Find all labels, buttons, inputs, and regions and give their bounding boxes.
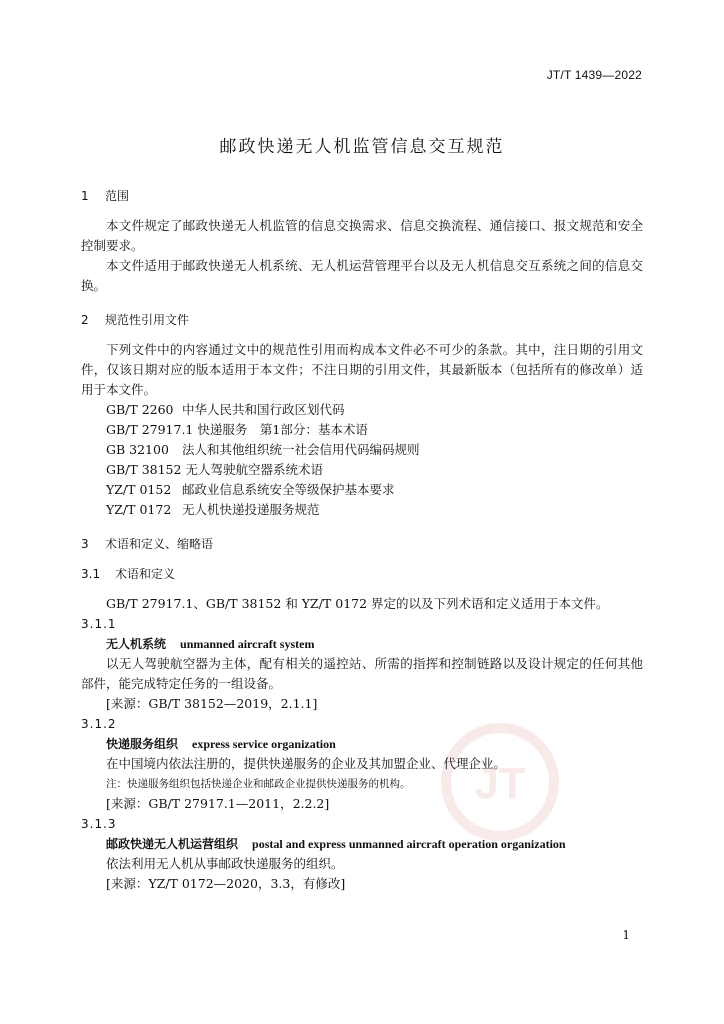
- term-source: [来源：YZ/T 0172—2020，3.3，有修改]: [106, 876, 346, 891]
- subsection-title: 术语和定义: [115, 567, 176, 581]
- reference-item: [81, 420, 643, 440]
- reference-title: 无人驾驶航空器系统术语: [185, 462, 323, 477]
- reference-code: GB/T 38152: [106, 462, 182, 477]
- svg-text:JT: JT: [474, 759, 526, 808]
- term-name: [81, 734, 643, 754]
- term-definition: 依法利用无人机从事邮政快递服务的组织。: [106, 856, 344, 871]
- reference-item: [81, 440, 643, 460]
- reference-title: 法人和其他组织统一社会信用代码编码规则: [181, 442, 420, 457]
- normative-paragraph: 下列文件中的内容通过文中的规范性引用而构成本文件必不可少的条款。其中，注日期的引用文件，仅该日期对应的版本适用于本文件；不注日期的引用文件，其最新版本（包括所有的修改单）适用于本文件。: [81, 342, 643, 397]
- term-number: 3.1.2: [81, 717, 117, 731]
- term-name-cn: 快递服务组织: [106, 737, 179, 751]
- subsection-heading: [81, 564, 643, 584]
- reference-code: YZ/T 0172: [106, 502, 172, 517]
- scope-paragraph-2: 本文件适用于邮政快递无人机系统、无人机运营管理平台以及无人机信息交互系统之间的信息交换。: [81, 258, 643, 293]
- scope-paragraph-1: 本文件规定了邮政快递无人机监管的信息交换需求、信息交换流程、通信接口、报文规范和安全控制要求。: [81, 218, 643, 253]
- reference-item: [81, 500, 643, 520]
- subsection-number: 3.1: [81, 567, 101, 581]
- term-definition: 在中国境内依法注册的，提供快递服务的企业及其加盟企业、代理企业。: [106, 756, 507, 771]
- term-name-en: postal and express unmanned aircraft operation organization: [252, 837, 566, 851]
- section-title: 术语和定义、缩略语: [105, 537, 214, 551]
- term-name-en: express service organization: [192, 737, 336, 751]
- reference-title: 中华人民共和国行政区划代码: [181, 402, 345, 417]
- document-title: 邮政快递无人机监管信息交互规范: [219, 137, 505, 157]
- term-number: 3.1.3: [81, 817, 117, 831]
- section-heading-normative: [81, 310, 643, 330]
- reference-code: YZ/T 0152: [106, 482, 172, 497]
- term-name: [81, 634, 643, 654]
- term-source: [来源：GB/T 27917.1—2011，2.2.2]: [106, 796, 330, 811]
- term-name-en: unmanned aircraft system: [180, 637, 315, 651]
- term-name-cn: 邮政快递无人机运营组织: [106, 837, 239, 851]
- document-body: [81, 186, 643, 894]
- reference-title: 快递服务 第1部分：基本术语: [197, 422, 368, 437]
- term-definition: 以无人驾驶航空器为主体，配有相关的遥控站、所需的指挥和控制链路以及设计规定的任何其他部件，能完成特定任务的一组设备。: [81, 656, 643, 691]
- reference-title: 邮政业信息系统安全等级保护基本要求: [181, 482, 395, 497]
- standard-code: JT/T 1439—2022: [546, 68, 642, 82]
- section-heading-scope: [81, 186, 643, 206]
- reference-code: GB/T 27917.1: [106, 422, 194, 437]
- term-number: 3.1.1: [81, 617, 117, 631]
- section-number: 2: [81, 313, 89, 327]
- reference-item: [81, 460, 643, 480]
- reference-title: 无人机快递投递服务规范: [181, 502, 320, 517]
- section-heading-terms: [81, 534, 643, 554]
- section-number: 3: [81, 537, 89, 551]
- reference-code: GB/T 2260: [106, 402, 174, 417]
- reference-item: [81, 480, 643, 500]
- section-title: 规范性引用文件: [105, 313, 190, 327]
- page-number: 1: [622, 928, 630, 942]
- term-source: [来源：GB/T 38152—2019，2.1.1]: [106, 696, 318, 711]
- reference-item: [81, 400, 643, 420]
- reference-code: GB 32100: [106, 442, 169, 457]
- terms-intro: GB/T 27917.1、GB/T 38152 和 YZ/T 0172 界定的以及下列术语和定义适用于本文件。: [106, 596, 609, 611]
- term-name: [81, 834, 643, 854]
- term-note: 注：快递服务组织包括快递企业和邮政企业提供快递服务的机构。: [106, 778, 411, 790]
- section-number: 1: [81, 189, 89, 203]
- section-title: 范围: [105, 189, 130, 203]
- term-name-cn: 无人机系统: [106, 637, 167, 651]
